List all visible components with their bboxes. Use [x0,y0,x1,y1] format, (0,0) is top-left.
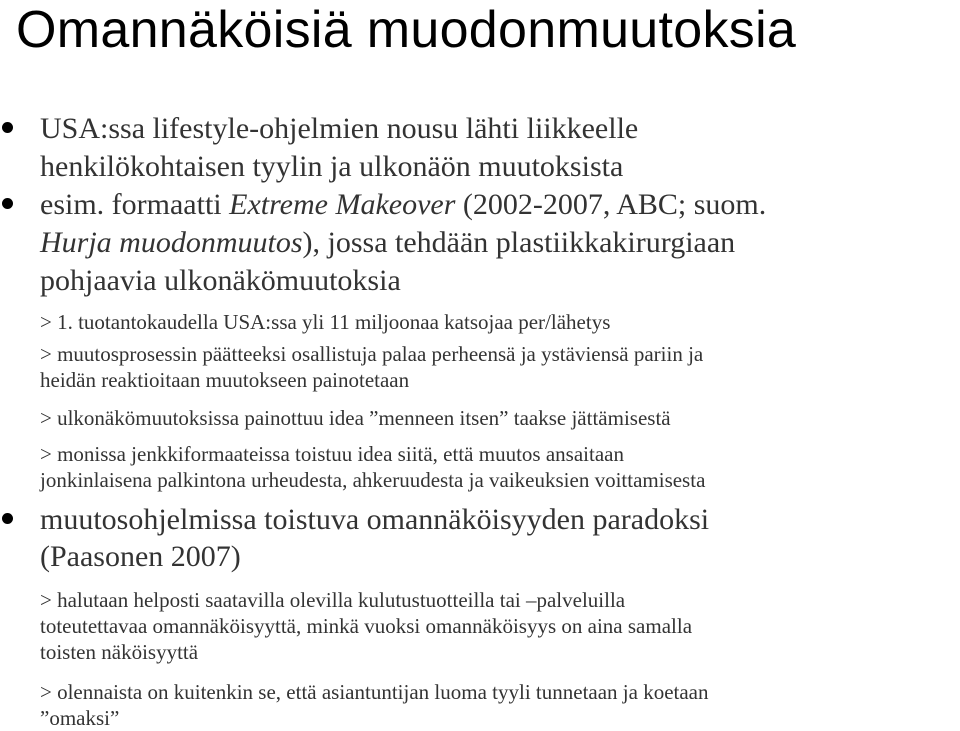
bullet-text: esim. formaatti [40,188,230,221]
sub-point-consumer-goods [0,587,960,665]
sub-line: > ulkonäkömuutoksissa painottuu idea ”menneen itsen” taakse jättämisestä [40,406,671,430]
sub-point-viewers [0,309,960,335]
bullet-lifestyle-shows [0,110,960,186]
bullet-line: pohjaavia ulkonäkömuutoksia [40,264,401,297]
sub-line: jonkinlaisena palkintona urheudesta, ahkeruudesta ja vaikeuksien voittamisesta [40,468,706,492]
bullet-text: ), jossa tehdään plastiikkakirurgiaan [302,226,736,259]
sub-point-old-self [0,405,960,431]
sub-line: > muutosprosessin päätteeksi osallistuja palaa perheensä ja ystäviensä pariin ja [40,342,704,366]
sub-line: ”omaksi” [40,706,120,730]
bullet-dot-icon [2,198,13,209]
bullet-line [40,186,960,224]
bullet-dot-icon [2,122,13,133]
sub-point-expert-style [0,679,960,731]
sub-line: > olennaista on kuitenkin se, että asiantuntijan luoma tyyli tunnetaan ja koetaan [40,680,709,704]
sub-line: > 1. tuotantokaudella USA:ssa yli 11 miljoonaa katsojaa per/lähetys [40,310,611,334]
slide-body [0,110,960,731]
sub-line: > monissa jenkkiformaateissa toistuu idea siitä, että muutos ansaitaan [40,442,624,466]
bullet-text: (2002-2007, ABC; suom. [455,188,767,221]
bullet-extreme-makeover [0,186,960,300]
bullet-line: (Paasonen 2007) [40,540,241,573]
format-name-finnish: Hurja muodonmuutos [40,226,303,259]
sub-line: > halutaan helposti saatavilla olevilla kulutustuotteilla tai –palveluilla [40,588,626,612]
format-name: Extreme Makeover [229,188,456,221]
bullet-line: henkilökohtaisen tyylin ja ulkonäön muutoksista [40,150,624,183]
bullet-line [40,224,960,262]
sub-line: heidän reaktioitaan muutokseen painotetaan [40,368,410,392]
sub-point-reward [0,441,960,493]
bullet-dot-icon [2,513,13,524]
slide-title: Omannäköisiä muodonmuutoksia [16,1,797,59]
bullet-paradox [0,501,960,575]
sub-point-process [0,341,960,393]
bullet-line: USA:ssa lifestyle-ohjelmien nousu lähti liikkeelle [40,112,639,145]
sub-line: toisten näköisyyttä [40,640,199,664]
bullet-line: muutosohjelmissa toistuva omannäköisyyden paradoksi [40,503,710,536]
sub-line: toteutettavaa omannäköisyyttä, minkä vuoksi omannäköisyys on aina samalla [40,614,693,638]
